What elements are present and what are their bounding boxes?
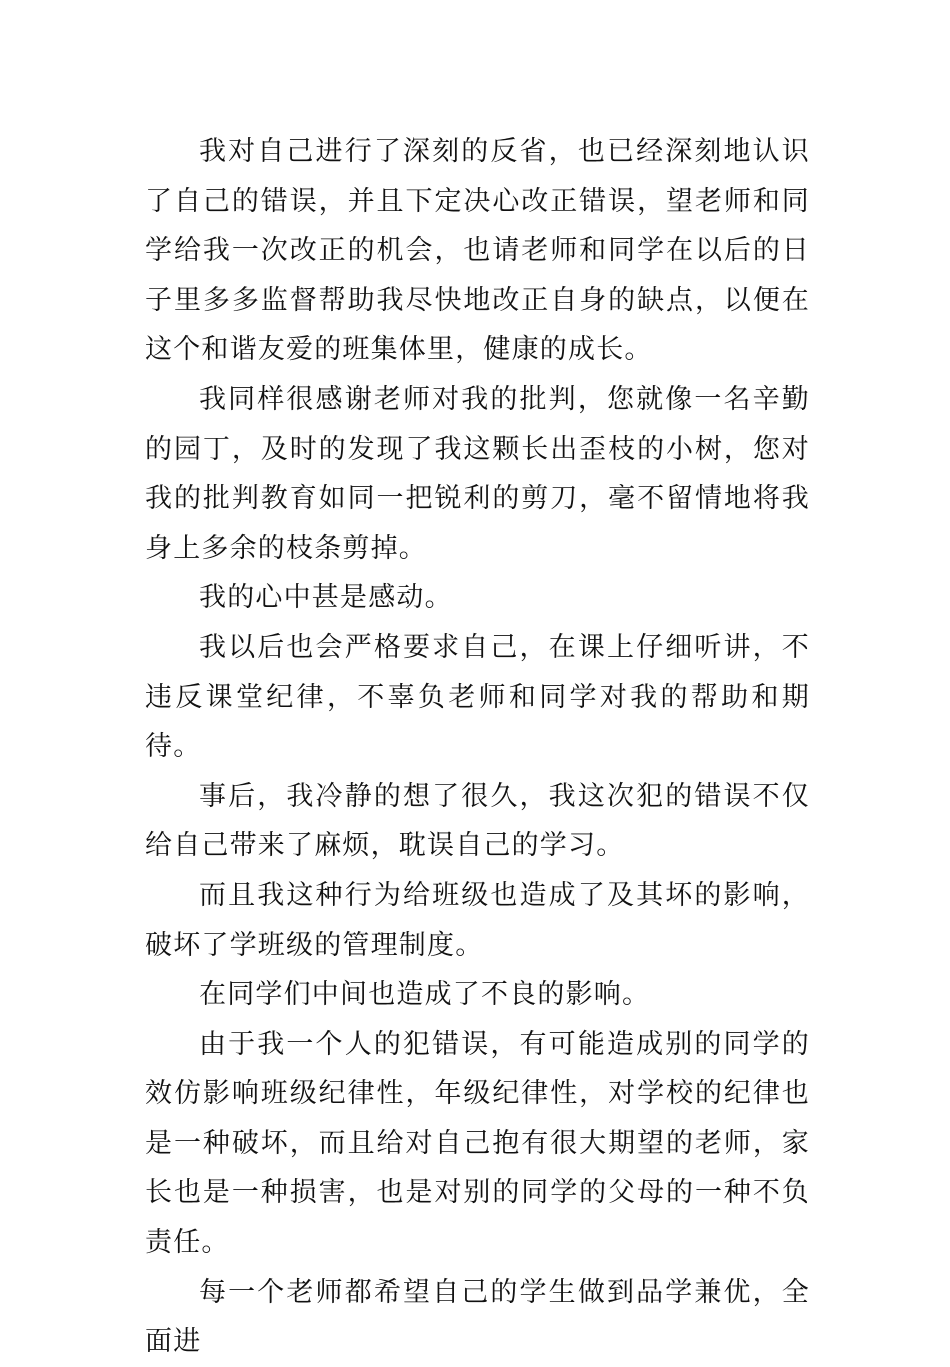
paragraph-1: 我对自己进行了深刻的反省，也已经深刻地认识了自己的错误，并且下定决心改正错误，望老师和同学给我一次改正的机会，也请老师和同学在以后的日子里多多监督帮助我尽快地改正自身的缺点，以便在这个和谐友爱的班集体里，健康的成长。 [145, 136, 810, 366]
document-body [145, 127, 810, 1367]
paragraph-2: 我同样很感谢老师对我的批判，您就像一名辛勤的园丁，及时的发现了我这颗长出歪枝的小树，您对我的批判教育如同一把锐利的剪刀，毫不留情地将我身上多余的枝条剪掉。 [145, 383, 810, 564]
paragraph-6: 而且我这种行为给班级也造成了及其坏的影响，破坏了学班级的管理制度。 [145, 879, 810, 961]
paragraph-9: 每一个老师都希望自己的学生做到品学兼优，全面进 [145, 1276, 810, 1358]
paragraph-5: 事后，我冷静的想了很久，我这次犯的错误不仅给自己带来了麻烦，耽误自己的学习。 [145, 780, 810, 862]
paragraph-7: 在同学们中间也造成了不良的影响。 [199, 979, 651, 1011]
paragraph-3: 我的心中甚是感动。 [199, 582, 453, 614]
paragraph-8: 由于我一个人的犯错误，有可能造成别的同学的效仿影响班级纪律性，年级纪律性，对学校的纪律也是一种破坏，而且给对自己抱有很大期望的老师，家长也是一种损害，也是对别的同学的父母的一种不负责任。 [145, 1028, 810, 1259]
paragraph-4: 我以后也会严格要求自己，在课上仔细听讲，不违反课堂纪律，不辜负老师和同学对我的帮助和期待。 [145, 631, 810, 763]
